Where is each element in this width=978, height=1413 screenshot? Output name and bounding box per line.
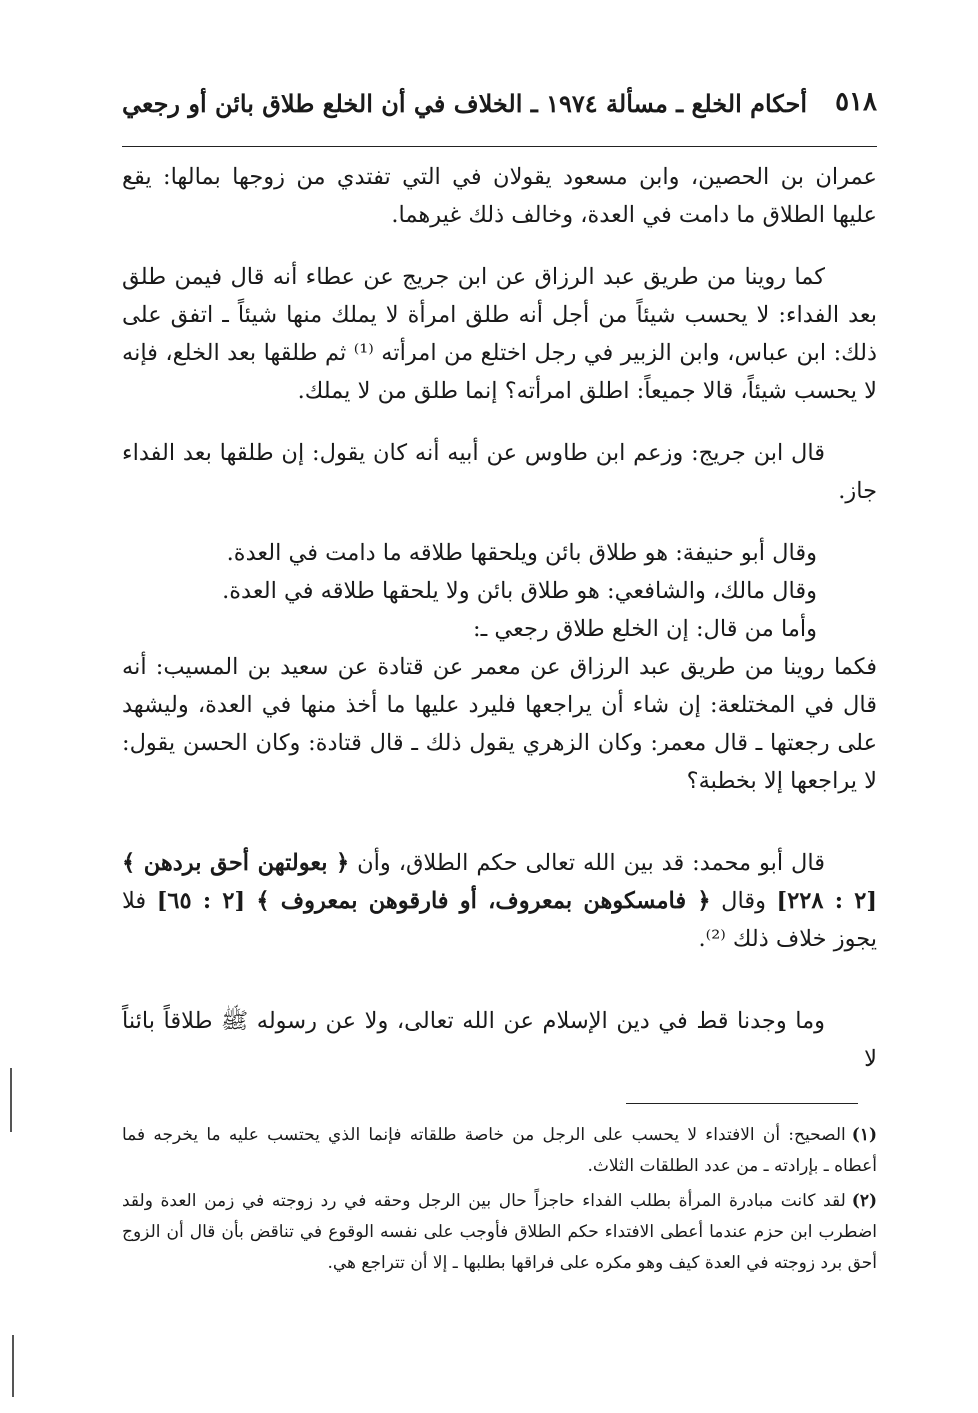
paragraph: فكما روينا من طريق عبد الرزاق عن معمر عن قتادة عن سعيد بن المسيب: أنه قال في المختلعة: إن شاء أن يراجعها فليرد عليها ما أخذ منها في العدة، وليشهد على رجعتها ـ قال معمر: وكان الزهري يقول ذلك ـ قال قتادة: وكان الحسن يقول: لا يراجعها إلا بخطبة؟ — [122, 654, 877, 794]
paragraph: قال أبو محمد: قد بين الله تعالى حكم الطلاق، وأن ﴿ بعولتهن أحق بردهن ﴾ [٢ : ٢٢٨] وقال ﴿ فامسكوهن بمعروف، أو فارقوهن بمعروف ﴾ [٢ : ٦٥] فلا يجوز خلاف ذلك ⁽²⁾. — [122, 850, 877, 952]
paragraph: كما روينا من طريق عبد الرزاق عن ابن جريج عن عطاء أنه قال فيمن طلق بعد الفداء: لا يحسب شيئاً من أجل أنه طلق امرأة لا يملك منها شيئاً ـ اتفق على ذلك: ابن عباس، وابن الزبير في رجل اختلع من امرأته ⁽¹⁾ ثم طلقها بعد الخلع، فإنه لا يحسب شيئاً، قالا جميعاً: اطلق امرأته؟ إنما طلق من لا يملك. — [122, 264, 877, 404]
quran-quote: ﴿ بعولتهن أحق بردهن ﴾ [٢ : ٢٢٨] — [122, 850, 877, 914]
footnote-ref: ⁽¹⁾ — [346, 340, 382, 366]
paragraph: عمران بن الحصين، وابن مسعود يقولان في التي تفتدي من زوجها بمالها: يقع عليها الطلاق ما دامت في العدة، وخالف ذلك غيرهما. — [122, 164, 877, 228]
footnote-divider — [626, 1103, 858, 1104]
paragraph: وأما من قال: إن الخلع طلاق رجعي ـ: — [473, 616, 817, 642]
page-number: ٥١٨ — [835, 87, 877, 117]
footnote-number: (١) — [851, 1125, 877, 1145]
footnote-number: (٢) — [851, 1191, 877, 1211]
scan-edge-mark — [10, 1068, 12, 1132]
running-title: أحكام الخلع ـ مسألة ١٩٧٤ ـ الخلاف في أن الخلع طلاق بائن أو رجعي — [122, 89, 808, 118]
footnote: (١)الصحيح: أن الافتداء لا يحسب على الرجل من خاصة طلقاته فإنما الذي يحتسب عليه ما يخرجه فما أعطاه ـ بإرادته ـ من عدد الطلقات الثلاث. — [122, 1125, 877, 1176]
paragraph: وما وجدنا قط في دين الإسلام عن الله تعالى، ولا عن رسوله ﷺ طلاقاً بائناً لا — [122, 1008, 877, 1072]
footnotes — [122, 1120, 877, 1283]
paragraph: وقال أبو حنيفة: هو طلاق بائن ويلحقها طلاقه ما دامت في العدة. — [226, 540, 817, 566]
header-divider — [122, 146, 877, 147]
main-text — [122, 158, 877, 1078]
page-header — [122, 85, 877, 133]
footnote: (٢)لقد كانت مبادرة المرأة بطلب الفداء حاجزاً حال بين الرجل وحقه في رد زوجته في زمن العدة ولقد اضطرب ابن حزم عندما أعطى الافتداء حكم الطلاق فأوجب على نفسه الوقوع في تناقض بأن قال أن الزوج أحق برد زوجته في العدة كيف وهو مكره على فراقها بطلبها ـ إلا أن تتراجع هي. — [122, 1191, 877, 1273]
quran-quote: ﴿ فامسكوهن بمعروف، أو فارقوهن بمعروف ﴾ [٢ : ٦٥] — [156, 888, 711, 914]
scan-edge-mark — [12, 1335, 14, 1397]
paragraph: وقال مالك، والشافعي: هو طلاق بائن ولا يلحقها طلاقه في العدة. — [222, 578, 817, 604]
paragraph: قال ابن جريج: وزعم ابن طاوس عن أبيه أنه كان يقول: إن طلقها بعد الفداء جاز. — [122, 440, 877, 504]
